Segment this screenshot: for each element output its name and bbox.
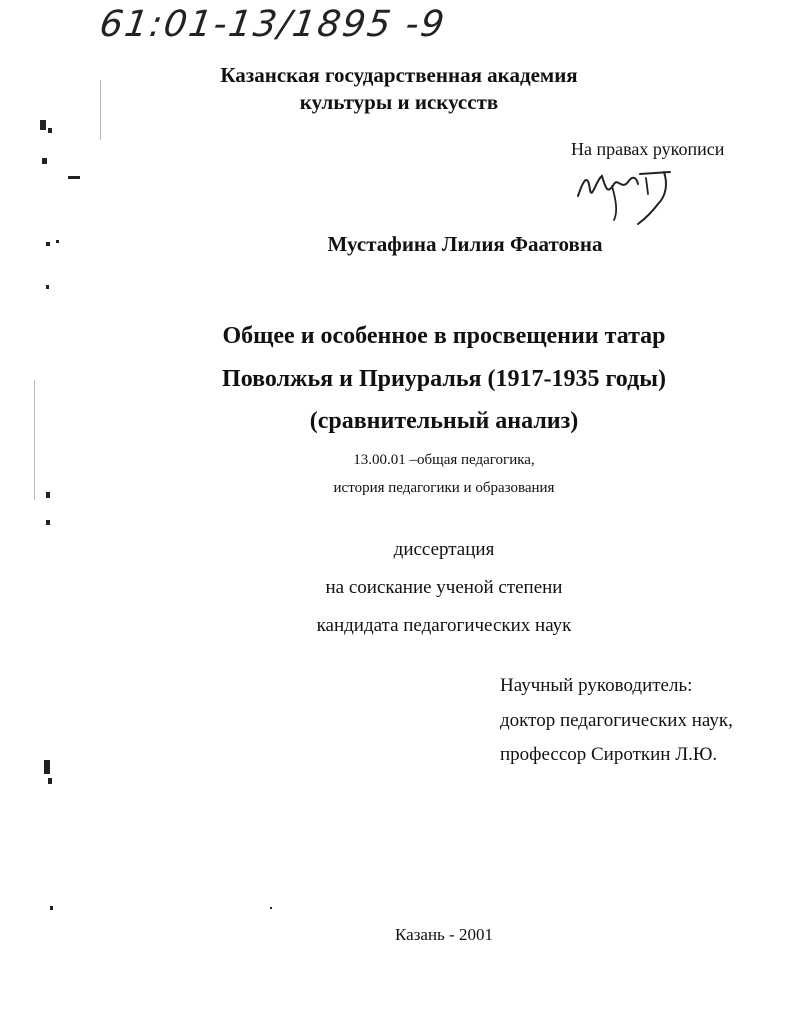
specialty-name: история педагогики и образования xyxy=(333,480,555,496)
scan-artifact xyxy=(270,907,272,909)
scan-artifact xyxy=(42,158,47,164)
dissertation-title-line2: Поволжья и Приуралья (1917-1935 годы) xyxy=(222,366,666,392)
advisor-name: профессор Сироткин Л.Ю. xyxy=(500,744,718,765)
scan-artifact xyxy=(48,778,52,784)
scan-artifact xyxy=(40,120,46,130)
author-name: Мустафина Лилия Фаатовна xyxy=(327,232,603,256)
signature xyxy=(572,160,682,228)
scan-artifact xyxy=(68,176,80,179)
specialty-code: 13.00.01 –общая педагогика, xyxy=(353,452,535,468)
document-type: диссертация xyxy=(393,539,495,560)
advisor-degree: доктор педагогических наук, xyxy=(500,710,733,731)
scan-artifact xyxy=(46,285,49,289)
scan-artifact xyxy=(44,760,50,774)
advisor-label: Научный руководитель: xyxy=(500,675,693,696)
dissertation-title: Общее и особенное в просвещении татар xyxy=(222,323,666,349)
scan-artifact xyxy=(48,128,52,133)
degree-purpose: на соискание ученой степени xyxy=(325,577,563,598)
institution-name: Казанская государственная академия xyxy=(220,63,578,87)
city-year: Казань - 2001 xyxy=(395,925,493,944)
dissertation-subtitle: (сравнительный анализ) xyxy=(309,408,579,434)
scan-artifact xyxy=(46,520,50,525)
catalog-number: 61:01-13/1895 -9 xyxy=(97,4,449,45)
scan-artifact xyxy=(50,906,53,910)
institution-name-line2: культуры и искусств xyxy=(299,90,499,114)
degree-name: кандидата педагогических наук xyxy=(316,615,572,636)
rights-note: На правах рукописи xyxy=(571,139,725,159)
